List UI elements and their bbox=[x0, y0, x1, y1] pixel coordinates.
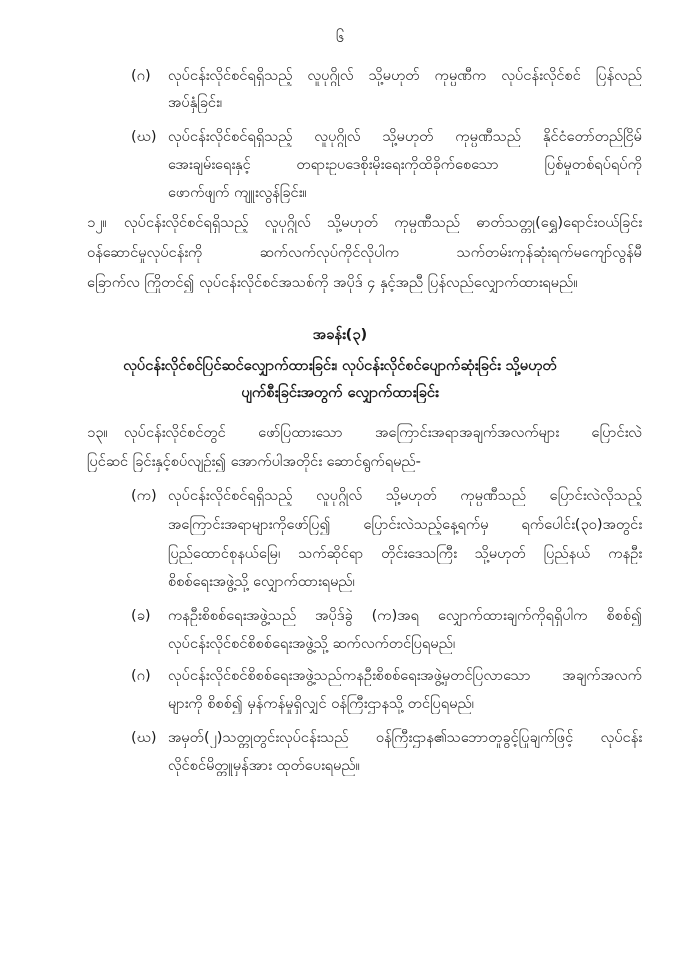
chapter-title: အခန်း(၃) bbox=[312, 326, 368, 343]
item-label: (ဂ) bbox=[131, 67, 151, 84]
item-text-line: လုပ်ငန်းလိုင်စင်စိစစ်ရေးအဖွဲ့သည်ကနဦးစိစစ်ရေးအဖွဲ့မှတင်ပြလာသော အချက်အလက် bbox=[168, 667, 642, 684]
item-text-line: လုပ်ငန်းလိုင်စင်စိစစ်ရေးအဖွဲ့သို့ ဆက်လက်တင်ပြရမည်၊ bbox=[168, 635, 456, 652]
item-label: (က) bbox=[131, 487, 157, 504]
item-label: (ဃ) bbox=[131, 128, 157, 145]
page-number: ၆ bbox=[335, 28, 345, 46]
section-text-line: ခြောက်လ ကြိုတင်၍ လုပ်ငန်းလိုင်စင်အသစ်ကို အပိုဒ် ၄ နှင့်အညီ ပြန်လည်လျှောက်ထားရမည်။ bbox=[87, 274, 578, 291]
chapter-subtitle: ပျက်စီးခြင်းအတွက် လျှောက်ထားခြင်း bbox=[241, 384, 439, 401]
item-label: (ဂ) bbox=[131, 667, 151, 684]
item-text-line: အပ်နှံခြင်း၊ bbox=[168, 94, 223, 111]
item-text-line: များကို စိစစ်၍ မှန်ကန်မှုရှိလျှင် ဝန်ကြီးဌာနသို့ တင်ပြရမည်၊ bbox=[168, 695, 474, 712]
section-text-line: ပြင်ဆင် ခြင်းနှင့်စပ်လျဉ်း၍ အောက်ပါအတိုင်း ဆောင်ရွက်ရမည်- bbox=[87, 453, 421, 470]
section-text-line: လုပ်ငန်းလိုင်စင်တွင် ဖော်ပြထားသော အကြောင်းအရာအချက်အလက်များ ပြောင်းလဲ bbox=[124, 424, 642, 441]
section-text-line: ဝန်ဆောင်မှုလုပ်ငန်းကို ဆက်လက်လုပ်ကိုင်လိုပါက သက်တမ်းကုန်ဆုံးရက်မကျော်လွန်မီ bbox=[87, 244, 642, 261]
item-text-line: ကနဦးစိစစ်ရေးအဖွဲ့သည် အပိုဒ်ခွဲ (က)အရ လျှောက်ထားချက်ကိုရရှိပါက စိစစ်၍ bbox=[168, 607, 642, 624]
item-text-line: လိုင်စင်မိတ္တူမှန်အား ထုတ်ပေးရမည်။ bbox=[168, 757, 360, 774]
section-text-line: လုပ်ငန်းလိုင်စင်ရရှိသည့် လူပုဂ္ဂိုလ် သို့မဟုတ် ကုမ္ပဏီသည် ဓာတ်သတ္တု(ရွှေ)ရောင်းဝယ်ခြင်း bbox=[124, 214, 642, 231]
item-label: (ခ) bbox=[131, 607, 151, 624]
item-text-line: အေးချမ်းရေးနှင့် တရားဥပဒေစိုးမိုးရေးကိုထိခိုက်စေသော ပြစ်မှုတစ်ရပ်ရပ်ကို bbox=[168, 156, 642, 173]
item-label: (ဃ) bbox=[131, 729, 157, 746]
item-text-line: လုပ်ငန်းလိုင်စင်ရရှိသည့် လူပုဂ္ဂိုလ် သို့မဟုတ် ကုမ္ပဏီသည် ပြောင်းလဲလိုသည့် bbox=[168, 487, 642, 504]
item-text-line: စိစစ်ရေးအဖွဲ့သို့ လျှောက်ထားရမည်၊ bbox=[168, 573, 355, 590]
item-text-line: အကြောင်းအရာများကိုဖော်ပြ၍ ပြောင်းလဲသည့်နေ့ရက်မှ ရက်ပေါင်း(၃၀)အတွင်း bbox=[168, 516, 642, 533]
item-text-line: ပြည်ထောင်စုနယ်မြေ၊ သက်ဆိုင်ရာ တိုင်းဒေသကြီး သို့မဟုတ် ပြည်နယ် ကနဦး bbox=[168, 545, 642, 562]
section-number: ၁၃။ bbox=[87, 424, 108, 441]
item-text-line: ဖောက်ဖျက် ကျူးလွန်ခြင်း။ bbox=[168, 184, 307, 201]
item-text-line: အမှတ်(၂)သတ္တုတွင်းလုပ်ငန်းသည် ဝန်ကြီးဌာန၏သဘောတူခွင့်ပြုချက်ဖြင့် လုပ်ငန်း bbox=[168, 729, 642, 746]
section-number: ၁၂။ bbox=[87, 214, 107, 231]
chapter-subtitle: လုပ်ငန်းလိုင်စင်ပြင်ဆင်လျှောက်ထားခြင်း၊ လုပ်ငန်းလိုင်စင်ပျောက်ဆုံးခြင်း သို့မဟုတ် bbox=[123, 357, 557, 374]
item-text-line: လုပ်ငန်းလိုင်စင်ရရှိသည့် လူပုဂ္ဂိုလ် သို့မဟုတ် ကုမ္ပဏီသည် နိုင်ငံတော်တည်ငြိမ် bbox=[168, 128, 642, 145]
item-text-line: လုပ်ငန်းလိုင်စင်ရရှိသည့် လူပုဂ္ဂိုလ် သို့မဟုတ် ကုမ္ပဏီက လုပ်ငန်းလိုင်စင် ပြန်လည် bbox=[168, 67, 642, 84]
